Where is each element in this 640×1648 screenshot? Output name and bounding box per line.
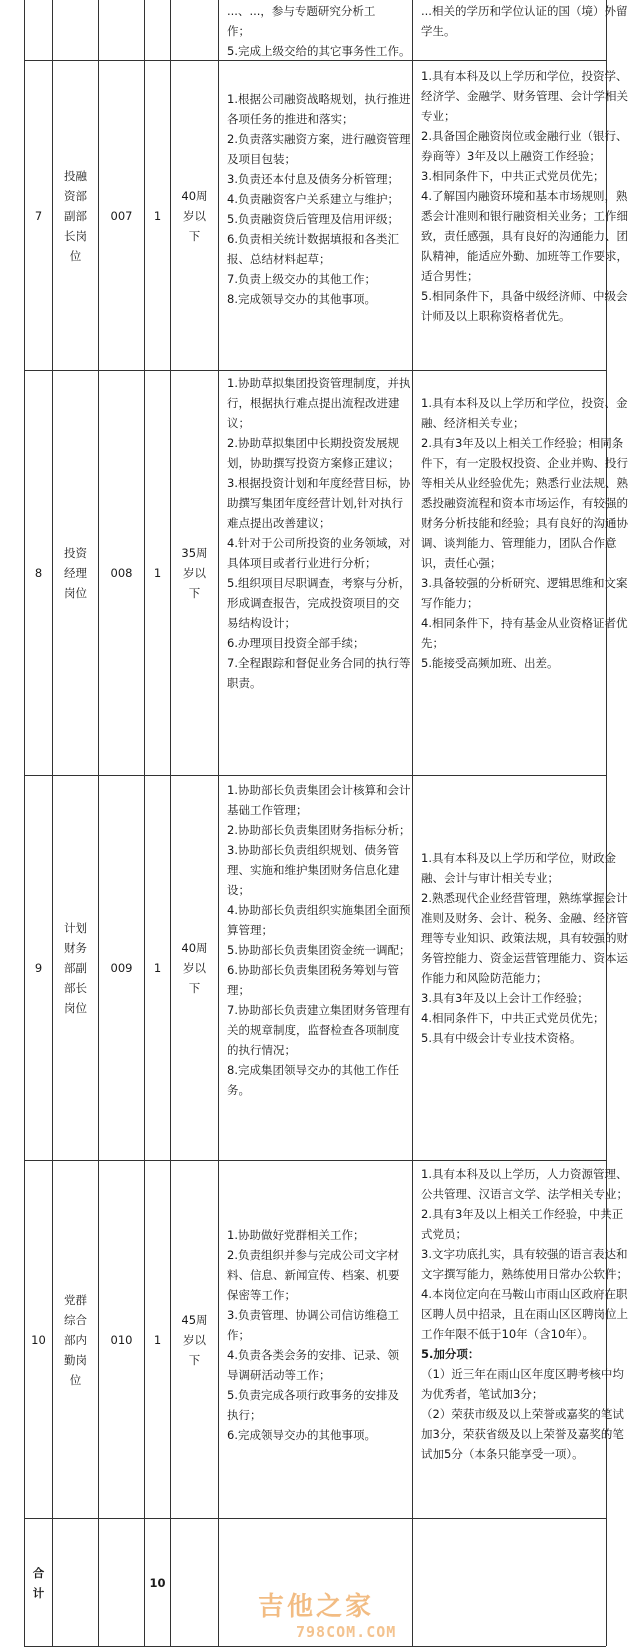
cell-seq — [25, 1161, 52, 1518]
requirement-line: 2.熟悉现代企业经营管理，熟练掌握会计 — [421, 891, 628, 905]
requirement-line: 件下，有一定股权投资、企业并购、投行 — [421, 456, 628, 470]
duty-line: 3.根据投资计划和年度经营目标，协 — [227, 476, 411, 490]
age-limit-line: 岁以 — [182, 566, 206, 580]
requirement-line: 4.相同条件下，持有基金从业资格证者优 — [421, 616, 628, 630]
fragment-duty-line: 5.完成上级交给的其它事务性工作。 — [227, 44, 411, 58]
watermark-title: 吉他之家 — [258, 1592, 375, 1622]
duty-line: 各项任务的推进和落实； — [227, 112, 354, 126]
duty-line: 设； — [227, 883, 250, 897]
duty-line: 难点提出改善建议； — [227, 516, 331, 530]
position-code: 009 — [110, 961, 133, 975]
cell-count — [145, 61, 170, 370]
position-count: 1 — [153, 208, 162, 223]
age-limit-line: 岁以 — [182, 961, 206, 975]
position-code: 007 — [110, 208, 133, 223]
position-seq: 8 — [34, 566, 43, 580]
position-seq: 10 — [31, 1332, 46, 1347]
position-title-line: 岗位 — [64, 586, 87, 600]
duty-line: 料、信息、新闻宣传、档案、机要 — [227, 1268, 400, 1282]
duty-line: 作； — [227, 1328, 250, 1342]
duty-line: 1.协助做好党群相关工作； — [227, 1228, 365, 1242]
cell-age — [171, 776, 218, 1160]
requirement-line: 加3分，荣获省级及以上荣誉及嘉奖的笔 — [421, 1427, 624, 1441]
total-empty-cell — [99, 1519, 144, 1646]
total-count: 10 — [149, 1575, 166, 1590]
watermark-subtitle: 798COM.COM — [296, 1623, 397, 1641]
duty-line: 2.协助草拟集团中长期投资发展规 — [227, 436, 399, 450]
requirement-line: 1.具有本科及以上学历，人力资源管理、 — [421, 1167, 628, 1181]
cell-duties — [219, 61, 412, 370]
requirement-line: 融、会计与审计相关专业； — [421, 871, 559, 885]
duty-line: 形成调查报告，完成投资项目的交 — [227, 596, 400, 610]
duty-line: 7.协助部长负责建立集团财务管理有 — [227, 1003, 411, 1017]
duty-line: 1.根据公司融资战略规划，执行推进 — [227, 92, 411, 106]
requirement-line: 悉投融资流程和资本市场运作，有较强的 — [421, 496, 628, 510]
requirement-line: 5.具有中级会计专业技术资格。 — [421, 1031, 582, 1045]
requirement-line: 队精神，能适应外勤、加班等工作要求， — [421, 249, 628, 263]
cell-title — [53, 1161, 98, 1518]
duty-line: 导调研活动等工作； — [227, 1368, 331, 1382]
duty-line: 算管理； — [227, 923, 273, 937]
age-limit-line: 岁以 — [182, 208, 206, 223]
requirement-line: 4.相同条件下，中共正式党员优先； — [421, 1011, 605, 1025]
requirement-line: 1.具有本科及以上学历和学位，投资学、 — [421, 69, 628, 83]
duty-line: 5.负责完成各项行政事务的安排及 — [227, 1388, 399, 1402]
requirement-line: 券商等）3年及以上融资工作经验； — [421, 149, 601, 163]
position-count: 1 — [153, 961, 162, 975]
duty-line: 职责。 — [227, 676, 262, 690]
cell-count — [145, 776, 170, 1160]
duty-line: 议； — [227, 416, 250, 430]
cell-code — [99, 776, 144, 1160]
cell-title — [53, 61, 98, 370]
requirement-line: 5.加分项： — [421, 1347, 480, 1361]
requirement-line: 4.本岗位定向在马鞍山市雨山区政府在职 — [421, 1287, 628, 1301]
requirement-line: 公共管理、汉语言文学、法学相关专业； — [421, 1187, 628, 1201]
position-count: 1 — [153, 566, 162, 580]
cell-code — [99, 1161, 144, 1518]
cell-age — [171, 1161, 218, 1518]
position-count: 1 — [153, 1332, 162, 1347]
requirement-line: 写作能力； — [421, 596, 479, 610]
age-limit-line: 岁以 — [182, 1332, 206, 1347]
age-limit-line: 35周 — [181, 546, 208, 560]
duty-line: 5.组织项目尽职调查，考察与分析， — [227, 576, 411, 590]
position-title-line: 投融 — [64, 168, 87, 183]
duty-line: 1.协助草拟集团投资管理制度，并执 — [227, 376, 411, 390]
requirement-line: （1）近三年在雨山区年度区聘考核中均 — [421, 1367, 624, 1381]
duty-line: 8.完成领导交办的其他事项。 — [227, 292, 376, 306]
age-limit-line: 45周 — [181, 1312, 208, 1327]
total-empty-cell — [219, 1519, 412, 1646]
requirement-line: 作能力和风险防范能力； — [421, 971, 548, 985]
requirement-line: 适合男性； — [421, 269, 479, 283]
age-limit-line: 40周 — [181, 941, 208, 955]
requirement-line: 识，责任心强； — [421, 556, 502, 570]
position-title-line: 勤岗 — [64, 1352, 87, 1367]
age-limit-line: 下 — [188, 981, 201, 995]
requirement-line: 理等专业知识、政策法规，具有较强的财 — [421, 931, 628, 945]
requirement-line: 悉会计准则和银行融资相关业务；工作细 — [421, 209, 628, 223]
fragment-requirements-cell — [413, 0, 628, 60]
duty-line: 助撰写集团年度经营计划,针对执行 — [227, 496, 404, 510]
duty-line: 8.完成集团领导交办的其他工作任 — [227, 1063, 399, 1077]
cell-age — [171, 371, 218, 775]
duty-line: 务。 — [227, 1083, 250, 1097]
requirement-line: 务管控能力、资金运营管理能力、资本运 — [421, 951, 628, 965]
position-title-line: 位 — [69, 248, 82, 263]
duty-line: 2.负责落实融资方案，进行融资管理 — [227, 132, 411, 146]
requirement-line: 5.能接受高频加班、出差。 — [421, 656, 559, 670]
fragment-requirement-line: ...相关的学历和学位认证的国（境）外留 — [421, 4, 628, 18]
requirement-line: 2.具有3年及以上相关工作经验，中共正 — [421, 1207, 624, 1221]
duty-line: 行，根据执行难点提出流程改进建 — [227, 396, 400, 410]
cell-seq — [25, 776, 52, 1160]
age-limit-line: 40周 — [181, 188, 208, 203]
fragment-requirement-line: 学生。 — [421, 24, 456, 38]
total-label-line: 合 — [32, 1565, 45, 1580]
duty-line: 1.协助部长负责集团会计核算和会计 — [227, 783, 411, 797]
age-limit-line: 下 — [188, 1352, 201, 1367]
requirement-line: 1.具有本科及以上学历和学位，投资、金 — [421, 396, 628, 410]
duty-line: 6.负责相关统计数据填报和各类汇 — [227, 232, 399, 246]
duty-line: 理、实施和维护集团财务信息化建 — [227, 863, 400, 877]
duty-line: 3.负责管理、协调公司信访维稳工 — [227, 1308, 399, 1322]
requirement-line: 2.具备国企融资岗位或金融行业（银行、 — [421, 129, 628, 143]
total-empty-cell — [53, 1519, 98, 1646]
requirement-line: 经济学、金融学、财务管理、会计学相关 — [421, 89, 628, 103]
age-limit-line: 下 — [188, 586, 201, 600]
requirement-line: 3.相同条件下，中共正式党员优先； — [421, 169, 605, 183]
duty-line: 3.协助部长负责组织规划、债务管 — [227, 843, 399, 857]
requirement-line: 4.了解国内融资环境和基本市场规则，熟 — [421, 189, 628, 203]
duty-line: 报、总结材料起草； — [227, 252, 331, 266]
requirement-line: 3.具备较强的分析研究、逻辑思维和文案 — [421, 576, 628, 590]
requirement-line: 先； — [421, 636, 444, 650]
position-title-line: 投资 — [64, 546, 87, 560]
cell-seq — [25, 371, 52, 775]
requirement-line: 融、经济相关专业； — [421, 416, 525, 430]
cell-title — [53, 371, 98, 775]
duty-line: 关的规章制度，监督检查各项制度 — [227, 1023, 400, 1037]
position-code: 008 — [110, 566, 133, 580]
cell-requirements — [413, 61, 628, 370]
duty-line: 保密等工作； — [227, 1288, 296, 1302]
cell-duties — [219, 1161, 412, 1518]
duty-line: 6.协助部长负责集团税务筹划与管 — [227, 963, 399, 977]
requirement-line: 致，责任感强，具有良好的沟通能力、团 — [421, 229, 628, 243]
duty-line: 7.负责上级交办的其他工作； — [227, 272, 376, 286]
duty-line: 7.全程跟踪和督促业务合同的执行等 — [227, 656, 411, 670]
cell-title — [53, 776, 98, 1160]
position-title-line: 岗位 — [64, 1001, 87, 1015]
position-title-line: 长岗 — [64, 228, 87, 243]
position-title-line: 部内 — [64, 1332, 87, 1347]
requirement-line: 2.具有3年及以上相关工作经验；相同条 — [421, 436, 624, 450]
cell-age — [171, 61, 218, 370]
total-empty-cell — [413, 1519, 606, 1646]
duty-line: 4.针对于公司所投资的业务领域，对 — [227, 536, 411, 550]
duty-line: 6.办理项目投资全部手续； — [227, 636, 365, 650]
total-label-line: 计 — [32, 1585, 45, 1600]
duty-line: 2.协助部长负责集团财务指标分析； — [227, 823, 411, 837]
requirement-line: 3.文字功底扎实，具有较强的语言表达和 — [421, 1247, 628, 1261]
position-title-line: 综合 — [64, 1312, 87, 1327]
duty-line: 及项目包装； — [227, 152, 296, 166]
duty-line: 划，协助撰写投资方案修正建议； — [227, 456, 400, 470]
duty-line: 5.协助部长负责集团资金统一调配； — [227, 943, 411, 957]
requirement-line: 工作年限不低于10年（含10年）。 — [421, 1327, 595, 1341]
position-title-line: 资部 — [64, 188, 87, 203]
requirement-line: 文字撰写能力，熟练使用日常办公软件； — [421, 1267, 628, 1281]
requirement-line: 区聘人员中招录，且在雨山区区聘岗位上 — [421, 1307, 628, 1321]
age-limit-line: 下 — [188, 228, 201, 243]
cell-code — [99, 371, 144, 775]
cell-seq — [25, 61, 52, 370]
position-seq: 9 — [34, 961, 43, 975]
duty-line: 执行； — [227, 1408, 262, 1422]
requirement-line: 准则及财务、会计、税务、金融、经济管 — [421, 911, 628, 925]
cell-duties — [219, 371, 412, 775]
duty-line: 易结构设计； — [227, 616, 296, 630]
requirement-line: 专业； — [421, 109, 456, 123]
total-empty-cell — [171, 1519, 218, 1646]
duty-line: 理； — [227, 983, 250, 997]
duty-line: 3.负责还本付息及债务分析管理； — [227, 172, 399, 186]
position-code: 010 — [110, 1332, 133, 1347]
cell-count — [145, 1161, 170, 1518]
requirement-line: 式党员； — [421, 1227, 467, 1241]
requirement-line: 5.相同条件下，具备中级经济师、中级会 — [421, 289, 628, 303]
duty-line: 6.完成领导交办的其他事项。 — [227, 1428, 376, 1442]
fragment-duties-cell — [219, 0, 412, 60]
cell-count — [145, 371, 170, 775]
requirement-line: 试加5分（本条只能享受一项）。 — [421, 1447, 584, 1461]
cell-code — [99, 61, 144, 370]
cell-requirements — [413, 1161, 628, 1518]
requirement-line: 为优秀者，笔试加3分； — [421, 1387, 544, 1401]
fragment-duty-line: ...、...，参与专题研究分析工 — [227, 4, 376, 18]
requirement-line: 财务分析技能和经验；具有良好的沟通协 — [421, 516, 628, 530]
position-seq: 7 — [34, 208, 43, 223]
duty-line: 具体项目或者行业进行分析； — [227, 556, 377, 570]
position-title-line: 经理 — [64, 566, 87, 580]
requirement-line: 计师及以上职称资格者优先。 — [421, 309, 571, 323]
requirement-line: 1.具有本科及以上学历和学位，财政金 — [421, 851, 616, 865]
duty-line: 的执行情况； — [227, 1043, 296, 1057]
duty-line: 4.负责各类会务的安排、记录、领 — [227, 1348, 399, 1362]
position-title-line: 副部 — [64, 208, 87, 223]
position-title-line: 部长 — [64, 981, 87, 995]
position-title-line: 计划 — [64, 921, 87, 935]
position-title-line: 党群 — [64, 1292, 87, 1307]
cell-duties — [219, 776, 412, 1160]
requirement-line: 等相关从业经验优先；熟悉行业法规、熟 — [421, 476, 628, 490]
duty-line: 4.负责融资客户关系建立与维护； — [227, 192, 399, 206]
total-label-cell — [25, 1519, 52, 1646]
position-title-line: 财务 — [64, 941, 87, 955]
duty-line: 5.负责融资贷后管理及信用评级； — [227, 212, 399, 226]
fragment-duty-line: 作； — [227, 24, 250, 38]
duty-line: 4.协助部长负责组织实施集团全面预 — [227, 903, 411, 917]
duty-line: 2.负责组织并参与完成公司文字材 — [227, 1248, 399, 1262]
requirement-line: （2）荣获市级及以上荣誉或嘉奖的笔试 — [421, 1407, 624, 1421]
total-count-cell — [145, 1519, 170, 1646]
position-title-line: 部副 — [64, 961, 87, 975]
position-title-line: 位 — [69, 1372, 82, 1387]
cell-requirements — [413, 776, 628, 1160]
requirement-line: 3.具有3年及以上会计工作经验； — [421, 991, 589, 1005]
requirement-line: 调、谈判能力、管理能力，团队合作意 — [421, 536, 617, 550]
duty-line: 基础工作管理； — [227, 803, 308, 817]
cell-requirements — [413, 371, 628, 775]
